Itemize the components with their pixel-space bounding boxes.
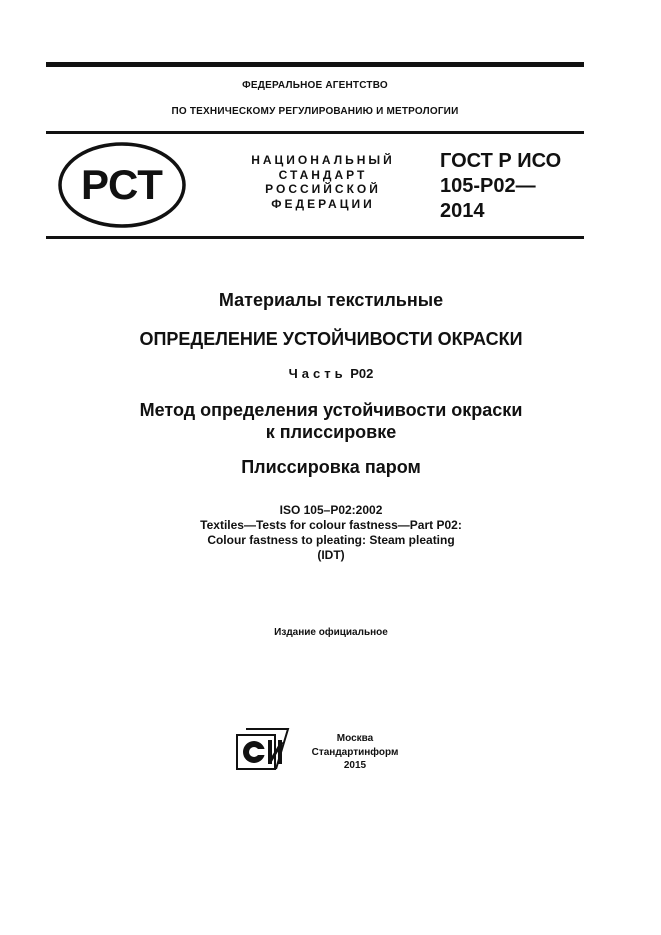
standartinform-logo-icon <box>236 727 290 776</box>
iso-line: Colour fastness to pleating: Steam pleating <box>207 533 455 547</box>
top-rule <box>46 62 584 67</box>
publisher-city: Москва <box>336 733 374 744</box>
publisher-name: Стандартинформ <box>311 746 399 758</box>
part-heading <box>46 366 616 381</box>
standard-number-line: ГОСТ Р ИСО <box>440 150 562 172</box>
standard-type-line: НАЦИОНАЛЬНЫЙ <box>251 153 395 167</box>
part-label: Часть <box>288 366 347 381</box>
standard-type <box>228 153 418 211</box>
standard-number-line: 105-P02— <box>440 175 536 197</box>
method-title <box>46 399 616 443</box>
edition-label: Издание официальное <box>274 627 388 638</box>
method-title-line: к плиссировке <box>265 422 397 442</box>
part-number: P02 <box>350 366 374 381</box>
standard-number <box>440 149 590 224</box>
standard-type-line: ФЕДЕРАЦИИ <box>271 196 375 211</box>
publisher-info <box>300 732 410 773</box>
method-subtitle: Плиссировка паром <box>241 457 421 477</box>
publication-year: 2015 <box>343 760 367 771</box>
agency-line-1: ФЕДЕРАЛЬНОЕ АГЕНТСТВО <box>242 80 388 91</box>
header-rule <box>46 131 584 134</box>
document-title: Материалы текстильные <box>218 290 444 310</box>
standard-number-line: 2014 <box>440 200 485 222</box>
agency-line-2: ПО ТЕХНИЧЕСКОМУ РЕГУЛИРОВАНИЮ И МЕТРОЛОГИИ <box>171 106 459 117</box>
standard-type-line: СТАНДАРТ <box>278 167 368 182</box>
svg-text:РСТ: РСТ <box>81 161 163 208</box>
iso-line: ISO 105–P02:2002 <box>279 503 383 517</box>
method-title-line: Метод определения устойчивости окраски <box>139 400 523 420</box>
document-subtitle: ОПРЕДЕЛЕНИЕ УСТОЙЧИВОСТИ ОКРАСКИ <box>139 329 523 349</box>
header-bottom-rule <box>46 236 584 239</box>
iso-line: (IDT) <box>317 548 345 562</box>
iso-line: Textiles—Tests for colour fastness—Part P02: <box>200 518 462 532</box>
iso-reference <box>46 503 616 563</box>
standard-type-line: РОССИЙСКОЙ <box>265 182 381 196</box>
rst-certification-logo-icon <box>58 142 186 233</box>
